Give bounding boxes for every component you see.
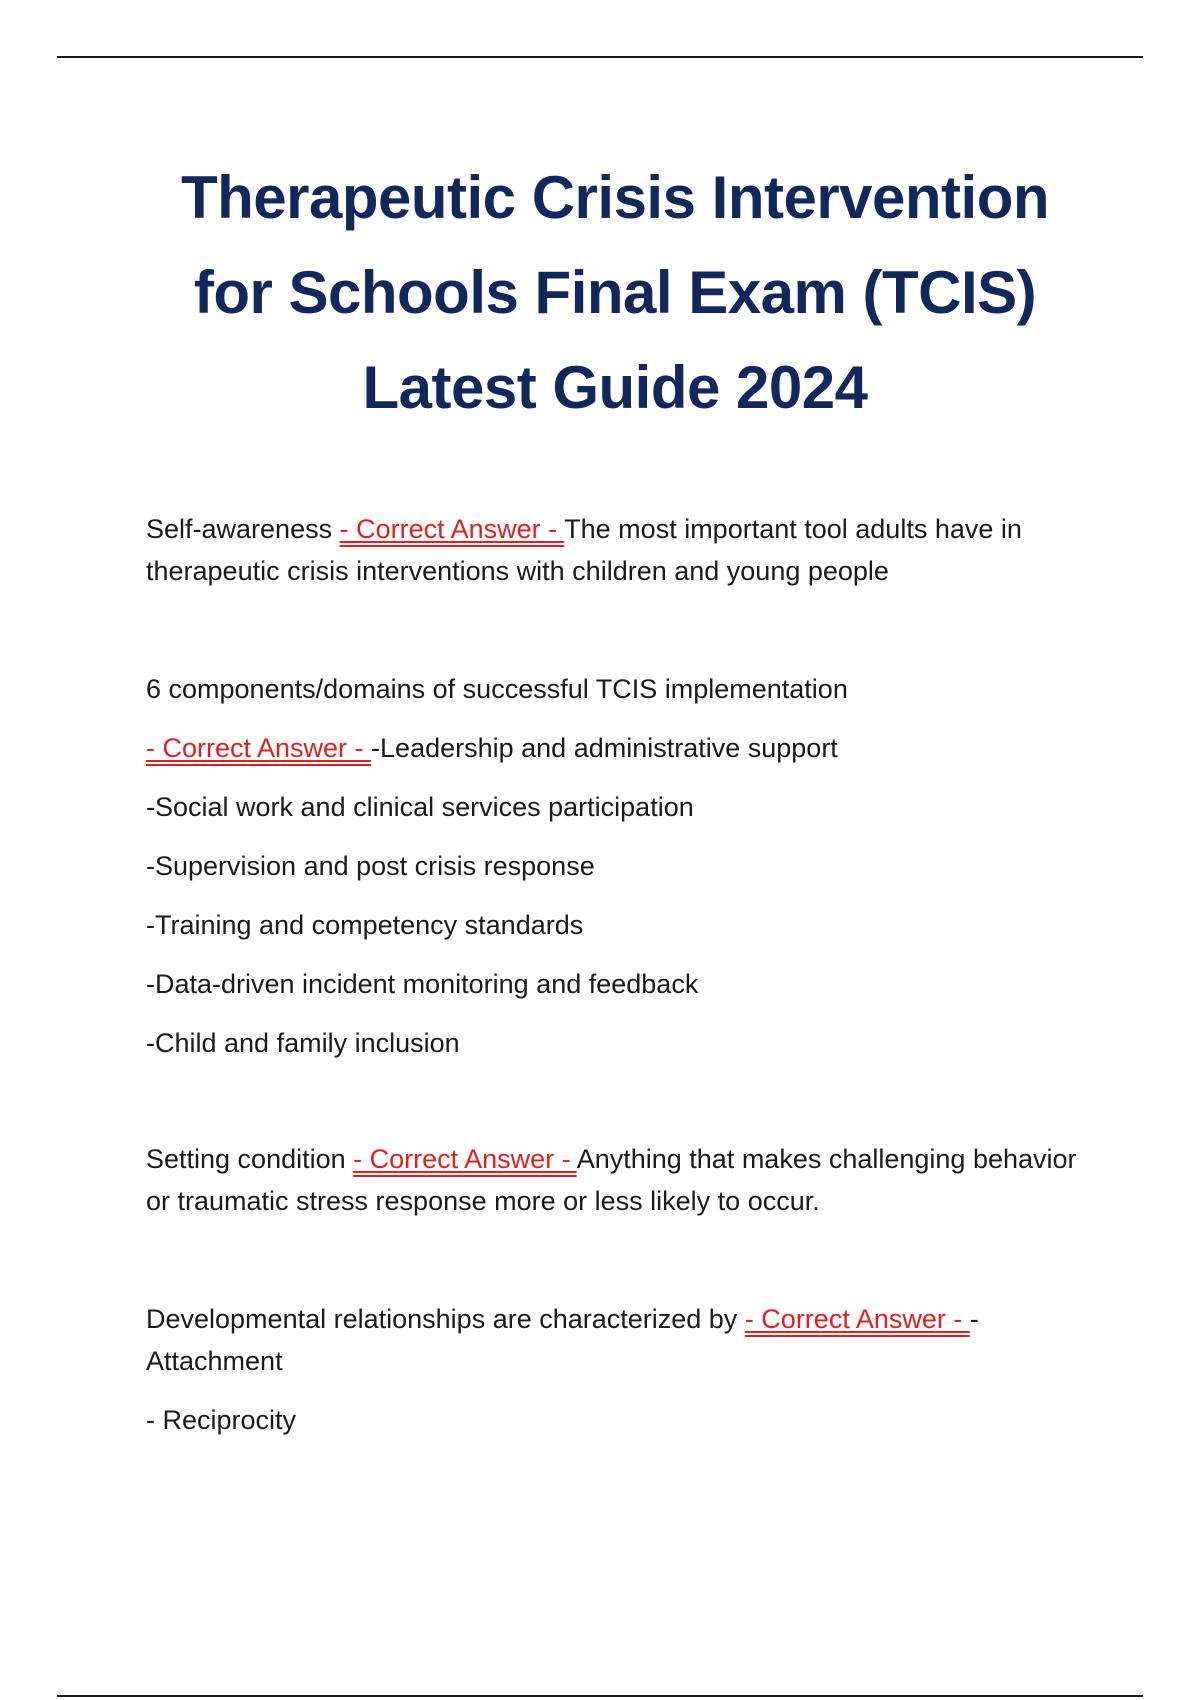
qa-item-developmental-relationships	[146, 1298, 1096, 1382]
qa-item-self-awareness	[146, 508, 1096, 592]
answer-text: The most important tool adults have in therapeutic crisis interventions with children and young people	[146, 514, 1022, 586]
answer-text: Anything that makes challenging behavior or traumatic stress response more or less likely to occur.	[146, 1144, 1077, 1216]
bottom-rule	[57, 1695, 1143, 1697]
answer-line: -Data-driven incident monitoring and feedback	[146, 969, 699, 999]
title-line-2: for Schools Final Exam (TCIS)	[193, 259, 1037, 326]
page-title	[100, 150, 1130, 435]
correct-answer-marker: - Correct Answer -	[339, 514, 565, 544]
title-line-1: Therapeutic Crisis Intervention	[180, 164, 1050, 231]
question-text: Developmental relationships are characterized by	[146, 1304, 745, 1334]
question-text: Self-awareness	[146, 514, 340, 544]
answer-line: - Reciprocity	[146, 1405, 297, 1435]
answer-line: -Supervision and post crisis response	[146, 851, 595, 881]
correct-answer-marker: - Correct Answer -	[146, 733, 372, 763]
top-rule	[57, 56, 1143, 58]
title-line-3: Latest Guide 2024	[362, 354, 868, 421]
answer-line-text: -Leadership and administrative support	[371, 733, 838, 763]
correct-answer-marker: - Correct Answer -	[353, 1144, 577, 1174]
question-text: 6 components/domains of successful TCIS implementation	[146, 674, 848, 704]
question-text: Setting condition	[146, 1144, 354, 1174]
answer-line: -Social work and clinical services participation	[146, 792, 694, 822]
qa-item-setting-condition	[146, 1138, 1096, 1222]
correct-answer-marker: - Correct Answer -	[744, 1304, 970, 1334]
answer-line	[146, 727, 1096, 769]
answer-line: -Training and competency standards	[146, 910, 584, 940]
answer-text: -Attachment	[146, 1304, 979, 1376]
answer-line: -Child and family inclusion	[146, 1028, 460, 1058]
